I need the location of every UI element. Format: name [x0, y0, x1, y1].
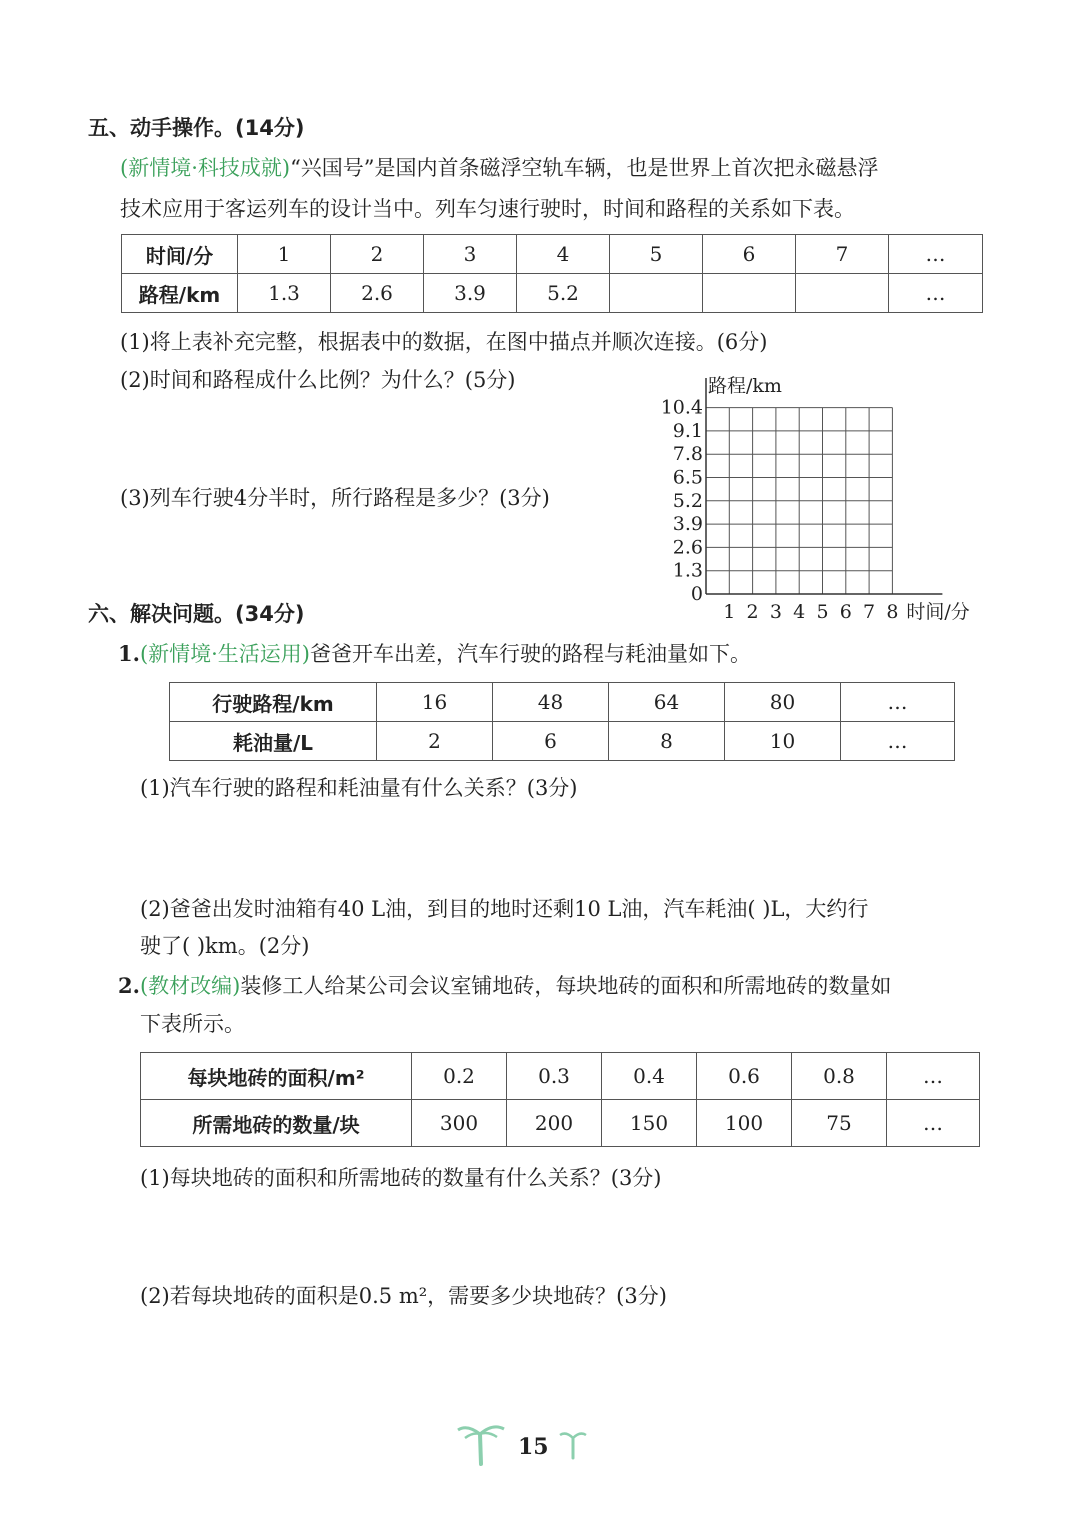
x-tick-label: 7 — [863, 601, 876, 623]
table-cell-blank[interactable] — [796, 274, 889, 313]
table-cell: … — [841, 683, 955, 722]
y-tick-label: 1.3 — [672, 559, 703, 582]
table-cell: 16 — [377, 683, 493, 722]
table-cell: 0.6 — [697, 1053, 792, 1100]
y-tick-label: 10.4 — [660, 396, 703, 419]
problem2-number: 2. — [118, 973, 140, 998]
y-tick-label: 3.9 — [672, 513, 703, 536]
distance-time-grid-chart[interactable] — [650, 370, 995, 625]
section5-question-3: (3)列车行驶4分半时，所行路程是多少？(3分) — [120, 486, 550, 510]
table-cell: 5.2 — [517, 274, 610, 313]
table-cell: 6 — [703, 235, 796, 274]
table-row — [170, 722, 955, 761]
table-cell: 150 — [602, 1100, 697, 1147]
y-tick-label: 7.8 — [672, 443, 703, 466]
table-row — [122, 274, 983, 313]
table-cell: 300 — [412, 1100, 507, 1147]
table-cell: 100 — [697, 1100, 792, 1147]
palm-tree-icon — [558, 1428, 588, 1460]
table-header-cell: 行驶路程/km — [170, 683, 377, 722]
table-cell: 3.9 — [424, 274, 517, 313]
table-cell: 2 — [377, 722, 493, 761]
problem2-intro-line1 — [118, 970, 891, 1000]
section5-question-1: (1)将上表补充完整，根据表中的数据，在图中描点并顺次连接。(6分) — [120, 330, 768, 354]
table-cell: 8 — [609, 722, 725, 761]
table-cell: 1.3 — [238, 274, 331, 313]
table-header-cell: 每块地砖的面积/m² — [141, 1053, 412, 1100]
distance-fuel-table — [169, 682, 955, 761]
table-cell: … — [841, 722, 955, 761]
table-cell: 5 — [610, 235, 703, 274]
table-header-cell: 所需地砖的数量/块 — [141, 1100, 412, 1147]
table-cell: 0.2 — [412, 1053, 507, 1100]
section5-intro-line1 — [120, 152, 879, 182]
y-tick-label: 6.5 — [672, 466, 703, 489]
table-cell: 200 — [507, 1100, 602, 1147]
page-number: 15 — [518, 1434, 549, 1460]
y-axis-label: 路程/km — [708, 375, 782, 397]
problem1-question-2-line2: 驶了( )km。(2分) — [140, 934, 310, 958]
section6-title: 六、解决问题。(34分) — [88, 602, 305, 626]
problem1-intro — [118, 638, 751, 668]
table-cell: 48 — [493, 683, 609, 722]
table-cell: 7 — [796, 235, 889, 274]
table-cell: 1 — [238, 235, 331, 274]
table-header-cell: 时间/分 — [122, 235, 238, 274]
problem1-question-1: (1)汽车行驶的路程和耗油量有什么关系？(3分) — [140, 776, 578, 800]
table-cell: 0.3 — [507, 1053, 602, 1100]
problem2-question-2: (2)若每块地砖的面积是0.5 m²，需要多少块地砖？(3分) — [140, 1284, 667, 1308]
y-tick-label: 5.2 — [672, 489, 703, 512]
table-cell: 64 — [609, 683, 725, 722]
table-cell: … — [887, 1053, 980, 1100]
x-tick-label: 1 — [723, 601, 736, 623]
x-axis-label: 时间/分 — [906, 601, 970, 623]
palm-tree-icon — [455, 1418, 507, 1468]
problem2-intro-line2: 下表所示。 — [140, 1012, 245, 1036]
problem1-intro-text: 爸爸开车出差，汽车行驶的路程与耗油量如下。 — [310, 642, 751, 666]
table-cell-blank[interactable] — [703, 274, 796, 313]
table-header-cell: 耗油量/L — [170, 722, 377, 761]
table-cell: 4 — [517, 235, 610, 274]
y-tick-label: 9.1 — [672, 419, 703, 442]
x-tick-label: 4 — [793, 601, 806, 623]
section5-title: 五、动手操作。(14分) — [88, 116, 305, 140]
table-cell: 2.6 — [331, 274, 424, 313]
table-cell: 3 — [424, 235, 517, 274]
table-row — [141, 1053, 980, 1100]
table-row — [170, 683, 955, 722]
problem2-question-1: (1)每块地砖的面积和所需地砖的数量有什么关系？(3分) — [140, 1166, 662, 1190]
tile-area-count-table — [140, 1052, 980, 1147]
section5-question-2: (2)时间和路程成什么比例？为什么？(5分) — [120, 368, 516, 392]
problem2-tag: (教材改编) — [139, 974, 241, 998]
problem1-number: 1. — [118, 641, 140, 666]
table-cell: 80 — [725, 683, 841, 722]
section5-intro-text: “兴国号”是国内首条磁浮空轨车辆，也是世界上首次把永磁悬浮 — [290, 156, 879, 180]
table-cell: … — [889, 274, 983, 313]
table-header-cell: 路程/km — [122, 274, 238, 313]
table-cell: 2 — [331, 235, 424, 274]
table-row — [141, 1100, 980, 1147]
table-cell: … — [889, 235, 983, 274]
table-cell: 0.4 — [602, 1053, 697, 1100]
table-cell-blank[interactable] — [610, 274, 703, 313]
table-cell: … — [887, 1100, 980, 1147]
table-cell: 10 — [725, 722, 841, 761]
table-cell: 75 — [792, 1100, 887, 1147]
table-row — [122, 235, 983, 274]
problem2-intro-text: 装修工人给某公司会议室铺地砖，每块地砖的面积和所需地砖的数量如 — [240, 974, 892, 998]
time-distance-table — [121, 234, 983, 313]
problem1-tag: (新情境·生活运用) — [139, 642, 310, 666]
x-tick-label: 3 — [769, 601, 782, 623]
section5-intro-line2: 技术应用于客运列车的设计当中。列车匀速行驶时，时间和路程的关系如下表。 — [120, 197, 855, 221]
problem1-question-2-line1: (2)爸爸出发时油箱有40 L油，到目的地时还剩10 L油，汽车耗油( )L，大约行 — [140, 897, 869, 921]
y-tick-label: 2.6 — [672, 536, 703, 559]
y-tick-label: 0 — [690, 583, 703, 605]
section5-tag: (新情境·科技成就) — [120, 156, 291, 180]
x-tick-label: 6 — [839, 601, 852, 623]
x-tick-label: 2 — [746, 601, 759, 623]
table-cell: 0.8 — [792, 1053, 887, 1100]
table-cell: 6 — [493, 722, 609, 761]
x-tick-label: 8 — [886, 601, 899, 623]
x-tick-label: 5 — [816, 601, 829, 623]
